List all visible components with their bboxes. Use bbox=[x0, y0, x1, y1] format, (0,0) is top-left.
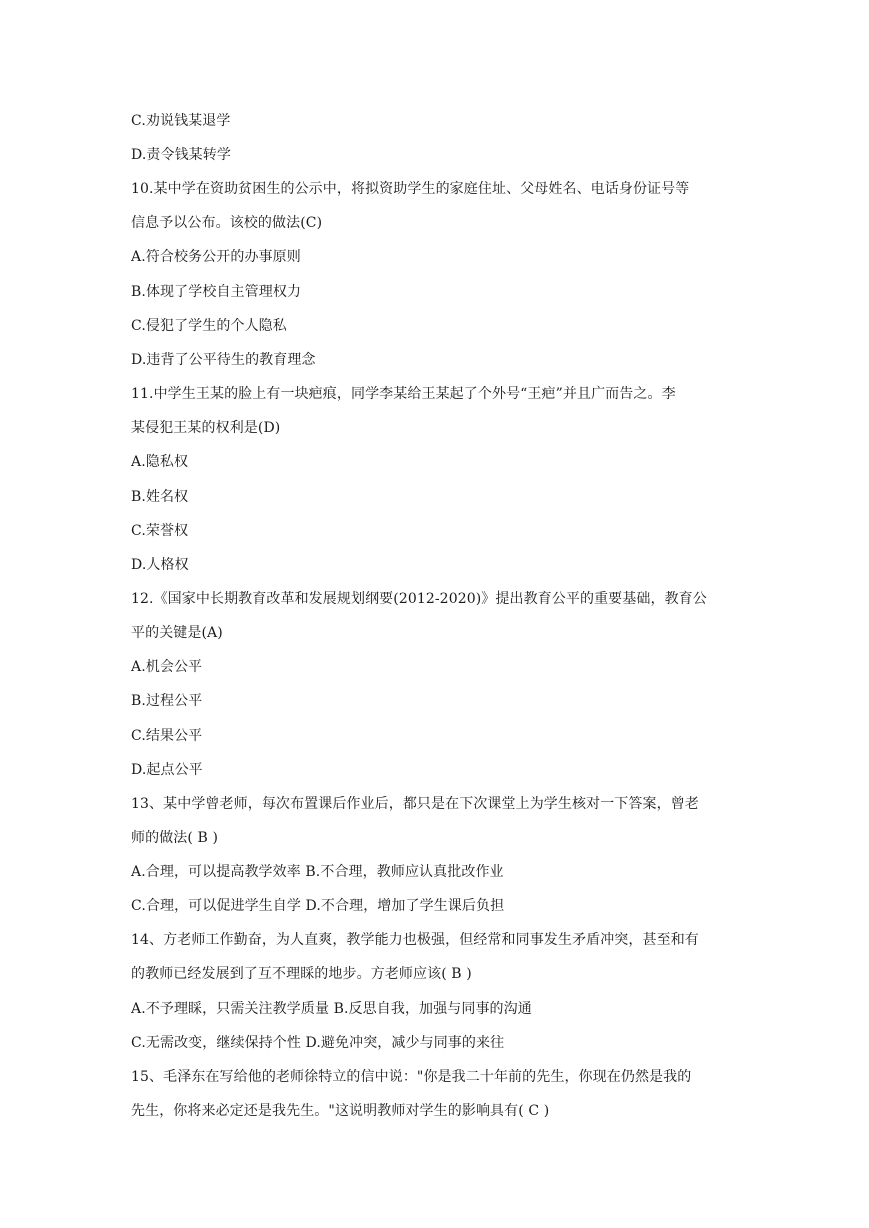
option-b-q11: B.姓名权 bbox=[131, 489, 189, 505]
question-14-line-1: 14、方老师工作勤奋，为人直爽，教学能力也极强，但经常和同事发生矛盾冲突，甚至和有 bbox=[131, 932, 699, 948]
option-c-q10: C.侵犯了学生的个人隐私 bbox=[131, 318, 287, 334]
option-a-q11: A.隐私权 bbox=[131, 454, 189, 470]
question-13-line-2: 师的做法( B ) bbox=[131, 830, 219, 846]
question-15-line-1: 15、毛泽东在写给他的老师徐特立的信中说："你是我二十年前的先生，你现在仍然是我的 bbox=[131, 1069, 692, 1085]
options-ab-q13: A.合理，可以提高教学效率 B.不合理，教师应认真批改作业 bbox=[131, 864, 504, 880]
question-12-line-2: 平的关键是(A) bbox=[131, 625, 223, 641]
question-10-line-1: 10.某中学在资助贫困生的公示中，将拟资助学生的家庭住址、父母姓名、电话身份证号等 bbox=[131, 181, 690, 197]
option-d-q9: D.责令钱某转学 bbox=[131, 147, 231, 163]
option-c-q11: C.荣誉权 bbox=[131, 523, 189, 539]
question-10-line-2: 信息予以公布。该校的做法(C) bbox=[131, 215, 323, 231]
question-11-line-2: 某侵犯王某的权利是(D) bbox=[131, 420, 281, 436]
question-13-line-1: 13、某中学曾老师，每次布置课后作业后，都只是在下次课堂上为学生核对一下答案，曾老 bbox=[131, 796, 699, 812]
option-b-q12: B.过程公平 bbox=[131, 693, 203, 709]
option-d-q11: D.人格权 bbox=[131, 557, 189, 573]
question-12-line-1: 12.《国家中长期教育改革和发展规划纲要(2012-2020)》提出教育公平的重要基础，教育公 bbox=[131, 591, 707, 607]
options-cd-q14: C.无需改变，继续保持个性 D.避免冲突，减少与同事的来往 bbox=[131, 1035, 505, 1051]
option-a-q12: A.机会公平 bbox=[131, 659, 203, 675]
option-c-q12: C.结果公平 bbox=[131, 728, 203, 744]
option-a-q10: A.符合校务公开的办事原则 bbox=[131, 249, 301, 265]
option-d-q10: D.违背了公平待生的教育理念 bbox=[131, 352, 316, 368]
options-ab-q14: A.不予理睬，只需关注教学质量 B.反思自我，加强与同事的沟通 bbox=[131, 1001, 532, 1017]
question-15-line-2: 先生，你将来必定还是我先生。"这说明教师对学生的影响具有( C ) bbox=[131, 1103, 550, 1119]
option-c-q9: C.劝说钱某退学 bbox=[131, 113, 231, 129]
option-b-q10: B.体现了学校自主管理权力 bbox=[131, 284, 302, 300]
question-11-line-1: 11.中学生王某的脸上有一块疤痕，同学李某给王某起了个外号“王疤”并且广而告之。李 bbox=[131, 386, 676, 402]
option-d-q12: D.起点公平 bbox=[131, 762, 203, 778]
options-cd-q13: C.合理，可以促进学生自学 D.不合理，增加了学生课后负担 bbox=[131, 898, 505, 914]
question-14-line-2: 的教师已经发展到了互不理睬的地步。方老师应该( B ) bbox=[131, 966, 472, 982]
